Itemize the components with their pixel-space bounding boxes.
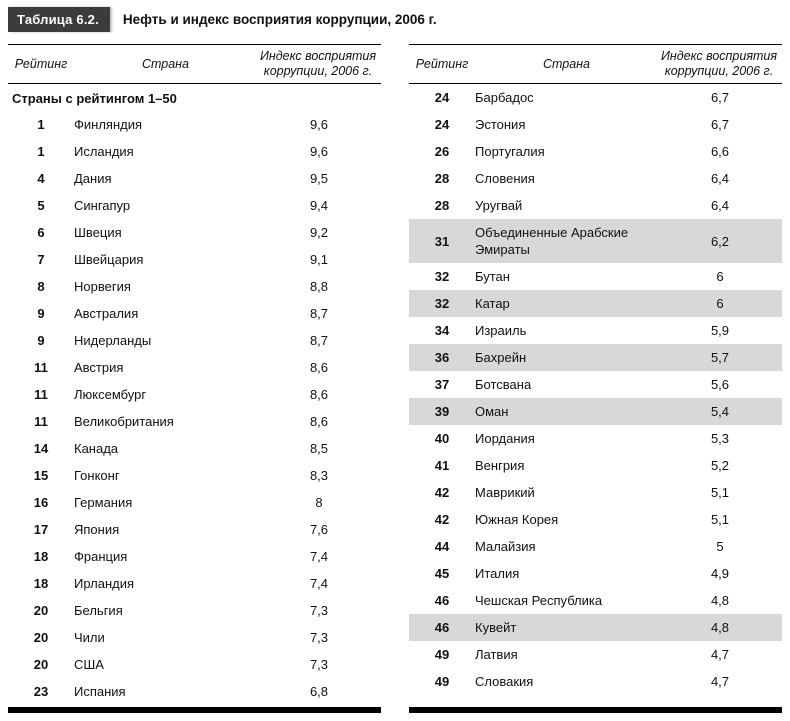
rating-cell: 6 [37,225,45,240]
section-header: Страны с рейтингом 1–50 [12,91,177,106]
index-cell: 4,7 [710,674,730,689]
rating-cell: 18 [33,576,49,591]
table-row [8,435,381,462]
table-row [8,111,381,138]
index-cell: 6,2 [710,233,730,249]
left-table-bottom-rule [8,707,381,713]
table-row [409,479,782,506]
index-cell: 5,9 [710,323,730,338]
country-cell: Дания [74,171,112,186]
country-cell: Швеция [74,225,122,240]
rating-cell: 7 [37,252,45,267]
left-table-header [8,44,381,84]
country-cell: Словения [475,171,535,186]
country-cell: Финляндия [74,117,143,132]
country-cell: Япония [74,522,120,537]
rating-cell: 42 [434,485,450,500]
country-cell: Австралия [74,306,139,321]
rating-cell: 46 [434,593,450,608]
rating-cell: 4 [37,171,45,186]
country-cell: Израиль [475,323,527,338]
country-cell: Норвегия [74,279,131,294]
rating-cell: 46 [434,620,450,635]
index-cell: 6,7 [710,117,730,132]
country-cell: Германия [74,495,133,510]
table-title-text: Нефть и индекс восприятия коррупции, 2006 г. [122,12,437,27]
rating-cell: 24 [434,90,450,105]
index-cell: 6 [716,269,724,284]
country-cell: Чешская Республика [475,593,603,608]
rating-cell: 11 [34,360,48,375]
rating-cell: 42 [434,512,450,527]
rating-cell: 45 [434,566,450,581]
index-cell: 5,1 [710,512,730,527]
country-cell: Уругвай [475,198,523,213]
country-cell: Словакия [475,674,534,689]
rating-cell: 18 [33,549,49,564]
index-cell: 8,7 [309,333,329,348]
rating-cell: 49 [434,647,450,662]
index-cell: 6,8 [309,684,329,699]
rating-cell: 44 [434,539,450,554]
index-cell: 7,3 [309,630,329,645]
table-row [8,192,381,219]
table-row [8,489,381,516]
table-row [8,570,381,597]
rating-cell: 5 [37,198,45,213]
table-row [8,678,381,705]
right-table-bottom-rule [409,707,782,713]
index-cell: 5,4 [710,404,730,419]
table-row [8,651,381,678]
table-row [8,543,381,570]
rating-cell: 36 [434,350,450,365]
country-cell: Ирландия [74,576,135,591]
rating-cell: 11 [34,414,48,429]
right-table-header [409,44,782,84]
rating-cell: 41 [434,458,450,473]
table-row [409,165,782,192]
table-row [8,138,381,165]
index-cell: 6,4 [710,171,730,186]
country-cell: США [74,657,104,672]
rating-cell: 20 [33,630,49,645]
index-cell: 6,7 [710,90,730,105]
rating-cell: 14 [33,441,49,456]
table-row [409,290,782,317]
right-table [409,44,782,713]
two-column-table-area [8,44,782,713]
country-cell: Исландия [74,144,134,159]
index-cell: 7,4 [309,549,329,564]
index-cell: 8,5 [309,441,329,456]
country-cell: Маврикий [475,485,535,500]
table-row [8,381,381,408]
index-cell: 7,4 [309,576,329,591]
country-cell: Эстония [475,117,526,132]
rating-cell: 31 [434,233,450,249]
rating-cell: 26 [434,144,450,159]
rating-cell: 28 [434,198,450,213]
country-cell: Объединенные Арабские Эмираты [475,225,629,257]
right-table-body [409,84,782,695]
table-number-tag: Таблица 6.2. [8,7,110,32]
index-cell: 9,5 [309,171,329,186]
rating-cell: 1 [37,144,45,159]
left-table-body [8,111,381,705]
header-index: Индекс восприятия коррупции, 2006 г. [660,49,778,78]
country-cell: Швейцария [74,252,144,267]
table-row [409,84,782,111]
table-row [409,506,782,533]
country-cell: Бахрейн [475,350,527,365]
rating-cell: 1 [37,117,45,132]
rating-cell: 37 [434,377,450,392]
country-cell: Малайзия [475,539,536,554]
index-cell: 5,1 [710,485,730,500]
table-row [8,624,381,651]
index-cell: 4,8 [710,620,730,635]
index-cell: 7,6 [309,522,329,537]
rating-cell: 49 [434,674,450,689]
index-cell: 9,6 [309,144,329,159]
country-cell: Испания [74,684,126,699]
table-row [409,587,782,614]
country-cell: Италия [475,566,520,581]
rating-cell: 9 [37,333,45,348]
index-cell: 8,6 [309,360,329,375]
country-cell: Великобритания [74,414,174,429]
table-row [8,165,381,192]
index-cell: 9,2 [309,225,329,240]
table-row [409,560,782,587]
index-cell: 6 [716,296,724,311]
table-row [8,462,381,489]
index-cell: 9,1 [309,252,329,267]
country-cell: Португалия [475,144,545,159]
rating-cell: 32 [434,269,450,284]
left-table [8,44,381,713]
table-row [409,344,782,371]
rating-cell: 39 [434,404,450,419]
country-cell: Барбадос [475,90,534,105]
country-cell: Катар [475,296,510,311]
header-rating: Рейтинг [415,57,469,71]
table-row [8,246,381,273]
country-cell: Кувейт [475,620,517,635]
index-cell: 5,7 [710,350,730,365]
table-row [409,263,782,290]
index-cell: 8,7 [309,306,329,321]
table-row [409,398,782,425]
table-row [409,452,782,479]
country-cell: Австрия [74,360,124,375]
country-cell: Иордания [475,431,535,446]
table-row [8,354,381,381]
index-cell: 6,4 [710,198,730,213]
table-row [8,300,381,327]
rating-cell: 24 [434,117,450,132]
index-cell: 6,6 [710,144,730,159]
country-cell: Южная Корея [475,512,559,527]
table-row [409,219,782,263]
rating-cell: 15 [33,468,49,483]
rating-cell: 20 [33,657,49,672]
table-row [8,597,381,624]
table-row [409,614,782,641]
table-row [8,219,381,246]
country-cell: Венгрия [475,458,525,473]
table-row [409,533,782,560]
table-row [409,641,782,668]
rating-cell: 9 [37,306,45,321]
table-row [8,516,381,543]
index-cell: 8,3 [309,468,329,483]
table-row [409,138,782,165]
index-cell: 7,3 [309,657,329,672]
index-cell: 8 [315,495,323,510]
index-cell: 5 [716,539,724,554]
rating-cell: 20 [33,603,49,618]
table-caption [8,7,782,32]
rating-cell: 17 [33,522,49,537]
rating-cell: 16 [33,495,49,510]
rating-cell: 11 [34,387,48,402]
index-cell: 9,4 [309,198,329,213]
country-cell: Чили [74,630,105,645]
rating-cell: 23 [33,684,49,699]
rating-cell: 34 [434,323,450,338]
country-cell: Гонконг [74,468,120,483]
country-cell: Люксембург [74,387,147,402]
header-country: Страна [542,57,591,71]
index-cell: 5,6 [710,377,730,392]
table-row [409,371,782,398]
country-cell: Франция [74,549,128,564]
country-cell: Сингапур [74,198,131,213]
rating-cell: 28 [434,171,450,186]
table-row [409,111,782,138]
table-row [409,317,782,344]
country-cell: Канада [74,441,119,456]
index-cell: 8,8 [309,279,329,294]
header-country: Страна [141,57,190,71]
country-cell: Оман [475,404,509,419]
country-cell: Ботсвана [475,377,532,392]
table-row [409,668,782,695]
index-cell: 4,8 [710,593,730,608]
header-rating: Рейтинг [14,57,68,71]
table-row [409,425,782,452]
table-row [409,192,782,219]
index-cell: 8,6 [309,414,329,429]
index-cell: 4,9 [710,566,730,581]
header-index: Индекс восприятия коррупции, 2006 г. [259,49,377,78]
index-cell: 7,3 [309,603,329,618]
index-cell: 5,3 [710,431,730,446]
index-cell: 9,6 [309,117,329,132]
index-cell: 4,7 [710,647,730,662]
country-cell: Бельгия [74,603,123,618]
table-row [8,408,381,435]
rating-cell: 32 [434,296,450,311]
country-cell: Нидерланды [74,333,152,348]
table-row [8,273,381,300]
rating-cell: 40 [434,431,450,446]
table-row [8,327,381,354]
index-cell: 8,6 [309,387,329,402]
country-cell: Бутан [475,269,510,284]
index-cell: 5,2 [710,458,730,473]
country-cell: Латвия [475,647,518,662]
rating-cell: 8 [37,279,45,294]
